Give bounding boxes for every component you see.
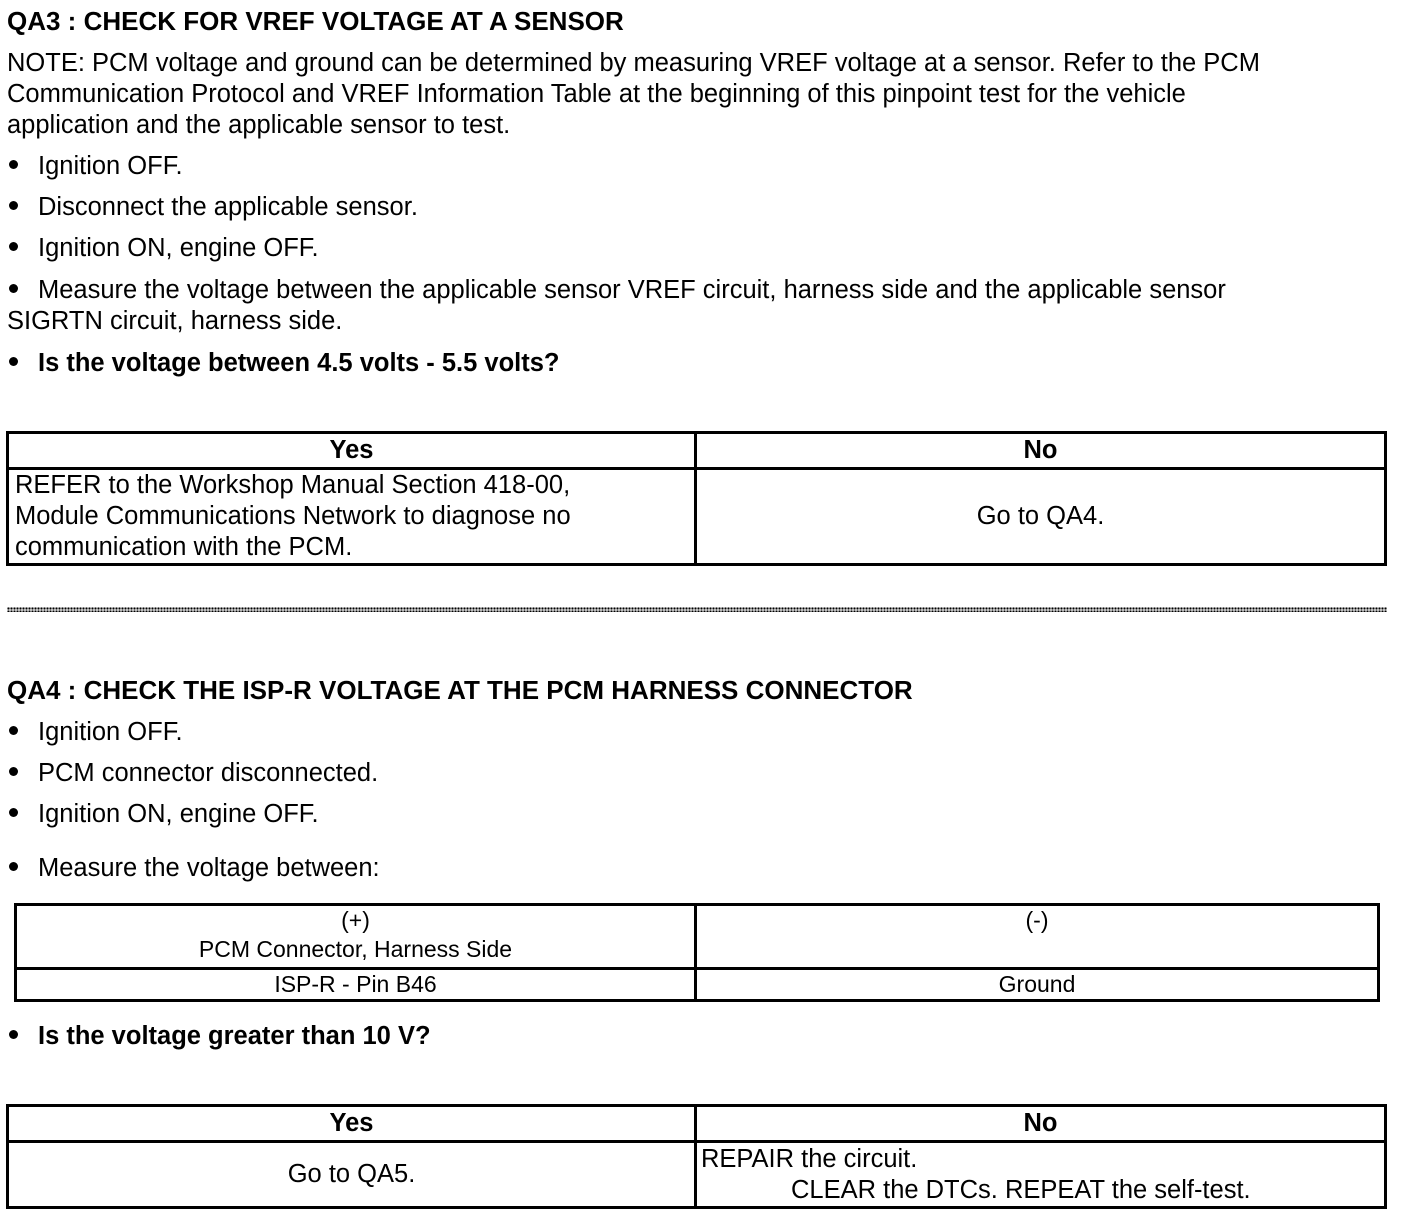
qa4-measure-table	[14, 903, 1380, 1002]
qa4-step-3: Ignition ON, engine OFF.	[9, 799, 319, 830]
section-divider	[7, 607, 1387, 612]
qa3-note-line-1: NOTE: PCM voltage and ground can be determined by measuring VREF voltage at a sensor. Refer to the PCM	[7, 49, 1260, 77]
yes-cell	[8, 469, 696, 565]
qa4-step-2: PCM connector disconnected.	[9, 758, 378, 789]
qa4-measure-intro: Measure the voltage between:	[9, 853, 380, 884]
yes-header: Yes	[8, 433, 696, 469]
yes-line-2: Module Communications Network to diagnose no	[15, 502, 571, 530]
qa4-heading: QA4 : CHECK THE ISP-R VOLTAGE AT THE PCM HARNESS CONNECTOR	[7, 675, 913, 705]
bullet-icon	[9, 862, 18, 871]
qa3-note-line-3: application and the applicable sensor to test.	[7, 111, 511, 139]
no-header: No	[696, 433, 1386, 469]
minus-header-cell	[696, 905, 1379, 969]
qa4-step-1: Ignition OFF.	[9, 717, 183, 748]
qa3-step-3: Ignition ON, engine OFF.	[9, 233, 319, 264]
qa3-result-table	[6, 431, 1387, 566]
minus-header: (-)	[1025, 907, 1049, 933]
no-cell: Go to QA4.	[696, 469, 1386, 565]
bullet-icon	[9, 284, 18, 293]
bullet-icon	[9, 242, 18, 251]
qa3-measure-line-2: SIGRTN circuit, harness side.	[7, 307, 343, 335]
qa3-step-2: Disconnect the applicable sensor.	[9, 192, 418, 223]
no-line-2: CLEAR the DTCs. REPEAT the self-test.	[791, 1175, 1251, 1204]
bullet-icon	[9, 726, 18, 735]
yes-header: Yes	[8, 1106, 696, 1142]
yes-cell: Go to QA5.	[8, 1142, 696, 1208]
yes-line-3: communication with the PCM.	[15, 533, 353, 561]
qa3-measure-line-1: Measure the voltage between the applicable sensor VREF circuit, harness side and the applicable sensor	[9, 275, 1226, 306]
no-line-1: REPAIR the circuit.	[701, 1144, 918, 1173]
qa3-note-line-2: Communication Protocol and VREF Information Table at the beginning of this pinpoint test for the vehicle	[7, 80, 1186, 108]
bullet-icon	[9, 767, 18, 776]
plus-header-cell	[16, 905, 696, 969]
no-header: No	[696, 1106, 1386, 1142]
bullet-icon	[9, 357, 18, 366]
plus-header: (+)	[341, 907, 370, 933]
qa4-result-table	[6, 1104, 1387, 1209]
bullet-icon	[9, 808, 18, 817]
plus-value: ISP-R - Pin B46	[16, 969, 696, 1001]
bullet-icon	[9, 201, 18, 210]
yes-line-1: REFER to the Workshop Manual Section 418-00,	[15, 471, 571, 499]
qa3-step-1: Ignition OFF.	[9, 151, 183, 182]
plus-subheader: PCM Connector, Harness Side	[198, 936, 513, 962]
minus-value: Ground	[696, 969, 1379, 1001]
bullet-icon	[9, 1030, 18, 1039]
qa4-question: Is the voltage greater than 10 V?	[9, 1021, 431, 1052]
qa3-heading: QA3 : CHECK FOR VREF VOLTAGE AT A SENSOR	[7, 6, 624, 36]
bullet-icon	[9, 160, 18, 169]
qa3-question: Is the voltage between 4.5 volts - 5.5 volts?	[9, 348, 560, 379]
no-cell	[696, 1142, 1386, 1208]
